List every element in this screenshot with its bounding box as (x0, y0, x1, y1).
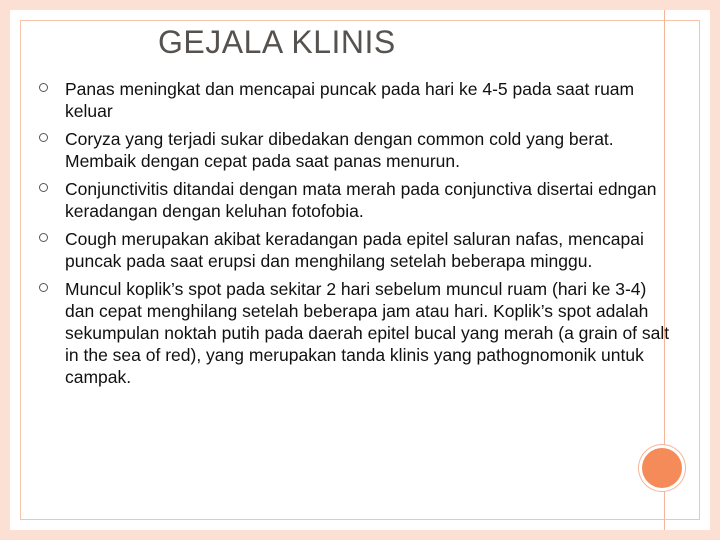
bullet-item (38, 228, 678, 272)
slide-title: GEJALA KLINIS (158, 24, 396, 60)
bullet-text: Muncul koplik’s spot pada sekitar 2 hari sebelum muncul ruam (hari ke 3-4) dan cepat menghilang setelah beberapa jam atau hari. Koplik’s spot adalah sekumpulan noktah putih pada daerah epitel bucal yang merah (a grain of salt in the sea of red), yang merupakan tanda klinis yang pathognomonik untuk campak. (65, 279, 670, 387)
bullet-item (38, 178, 678, 222)
bullet-item (38, 78, 678, 122)
bullet-circle-icon (39, 233, 48, 242)
bullet-item (38, 278, 678, 388)
bullet-circle-icon (39, 183, 48, 192)
bullet-text: Panas meningkat dan mencapai puncak pada hari ke 4-5 pada saat ruam keluar (65, 79, 635, 121)
bullet-text: Cough merupakan akibat keradangan pada epitel saluran nafas, mencapai puncak pada saat erupsi dan menghilang setelah beberapa minggu. (65, 229, 644, 271)
bullet-text: Conjunctivitis ditandai dengan mata merah pada conjunctiva disertai edngan keradangan dengan keluhan fotofobia. (65, 179, 657, 221)
bullet-text: Coryza yang terjadi sukar dibedakan dengan common cold yang berat. Membaik dengan cepat pada saat panas menurun. (65, 129, 614, 171)
bullet-circle-icon (39, 283, 48, 292)
bullet-item (38, 128, 678, 172)
bullet-list (38, 78, 678, 394)
bullet-circle-icon (39, 83, 48, 92)
decorative-circle (642, 448, 682, 488)
bullet-circle-icon (39, 133, 48, 142)
